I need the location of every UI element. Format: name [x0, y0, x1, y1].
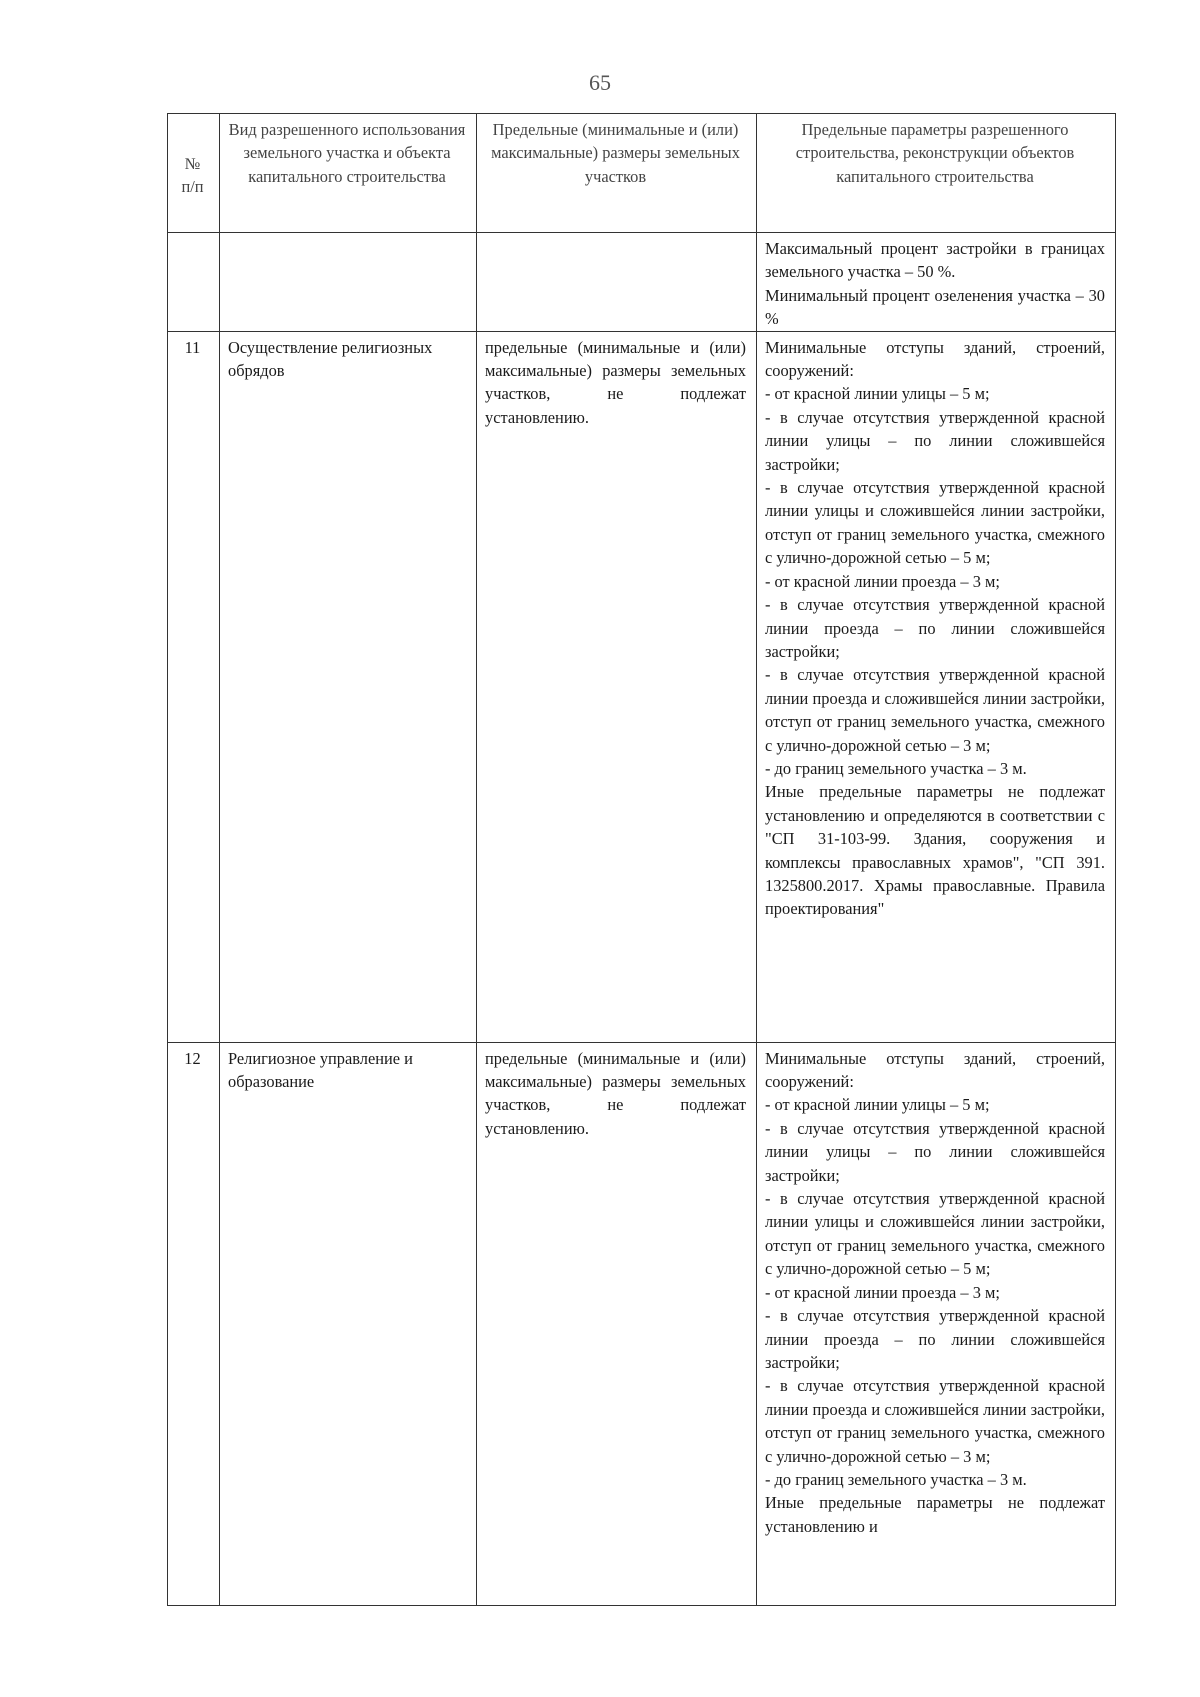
- cell-number: 12: [168, 1042, 220, 1605]
- cell-plot-sizes: [477, 233, 757, 332]
- cell-plot-sizes: предельные (минимальные и (или) максимальные) размеры земельных участков, не подлежат установлению.: [477, 1042, 757, 1605]
- cell-parameters: Максимальный процент застройки в границах земельного участка – 50 %. Минимальный процент озеленения участка – 30 %: [757, 233, 1116, 332]
- cell-use-type: Осуществление религиозных обрядов: [220, 331, 477, 1042]
- page-number: 65: [589, 70, 611, 95]
- header-parameters: Предельные параметры разрешенного строительства, реконструкции объектов капитального строительства: [757, 114, 1116, 233]
- table-header-row: [168, 114, 1116, 233]
- cell-parameters: Минимальные отступы зданий, строений, сооружений: - от красной линии улицы – 5 м; - в случае отсутствия утвержденной красной линии улицы – по линии сложившейся застройки; - в случае отсутствия утвержденной красной линии улицы и сложившейся линии застройки, отступ от границ земельного участка, смежного с улично-дорожной сетью – 5 м; - от красной линии проезда – 3 м; - в случае отсутствия утвержденной красной линии проезда – по линии сложившейся застройки; - в случае отсутствия утвержденной красной линии проезда и сложившейся линии застройки, отступ от границ земельного участка, смежного с улично-дорожной сетью – 3 м; - до границ земельного участка – 3 м. Иные предельные параметры не подлежат установлению и определяются в соответствии с "СП 31-103-99. Здания, сооружения и комплексы православных храмов", "СП 391. 1325800.2017. Храмы православные. Правила проектирования": [757, 331, 1116, 1042]
- cell-plot-sizes: предельные (минимальные и (или) максимальные) размеры земельных участков, не подлежат установлению.: [477, 331, 757, 1042]
- cell-number: [168, 233, 220, 332]
- cell-parameters: Минимальные отступы зданий, строений, сооружений: - от красной линии улицы – 5 м; - в случае отсутствия утвержденной красной линии улицы – по линии сложившейся застройки; - в случае отсутствия утвержденной красной линии улицы и сложившейся линии застройки, отступ от границ земельного участка, смежного с улично-дорожной сетью – 5 м; - от красной линии проезда – 3 м; - в случае отсутствия утвержденной красной линии проезда – по линии сложившейся застройки; - в случае отсутствия утвержденной красной линии проезда и сложившейся линии застройки, отступ от границ земельного участка, смежного с улично-дорожной сетью – 3 м; - до границ земельного участка – 3 м. Иные предельные параметры не подлежат установлению и: [757, 1042, 1116, 1605]
- zoning-parameters-table: [167, 113, 1116, 1606]
- cell-number: 11: [168, 331, 220, 1042]
- header-plot-sizes: Предельные (минимальные и (или) максимальные) размеры земельных участков: [477, 114, 757, 233]
- header-number: № п/п: [168, 114, 220, 233]
- table-row-continuation: [168, 233, 1116, 332]
- cell-use-type: [220, 233, 477, 332]
- table-row: [168, 1042, 1116, 1605]
- cell-use-type: Религиозное управление и образование: [220, 1042, 477, 1605]
- header-use-type: Вид разрешенного использования земельного участка и объекта капитального строительства: [220, 114, 477, 233]
- table-row: [168, 331, 1116, 1042]
